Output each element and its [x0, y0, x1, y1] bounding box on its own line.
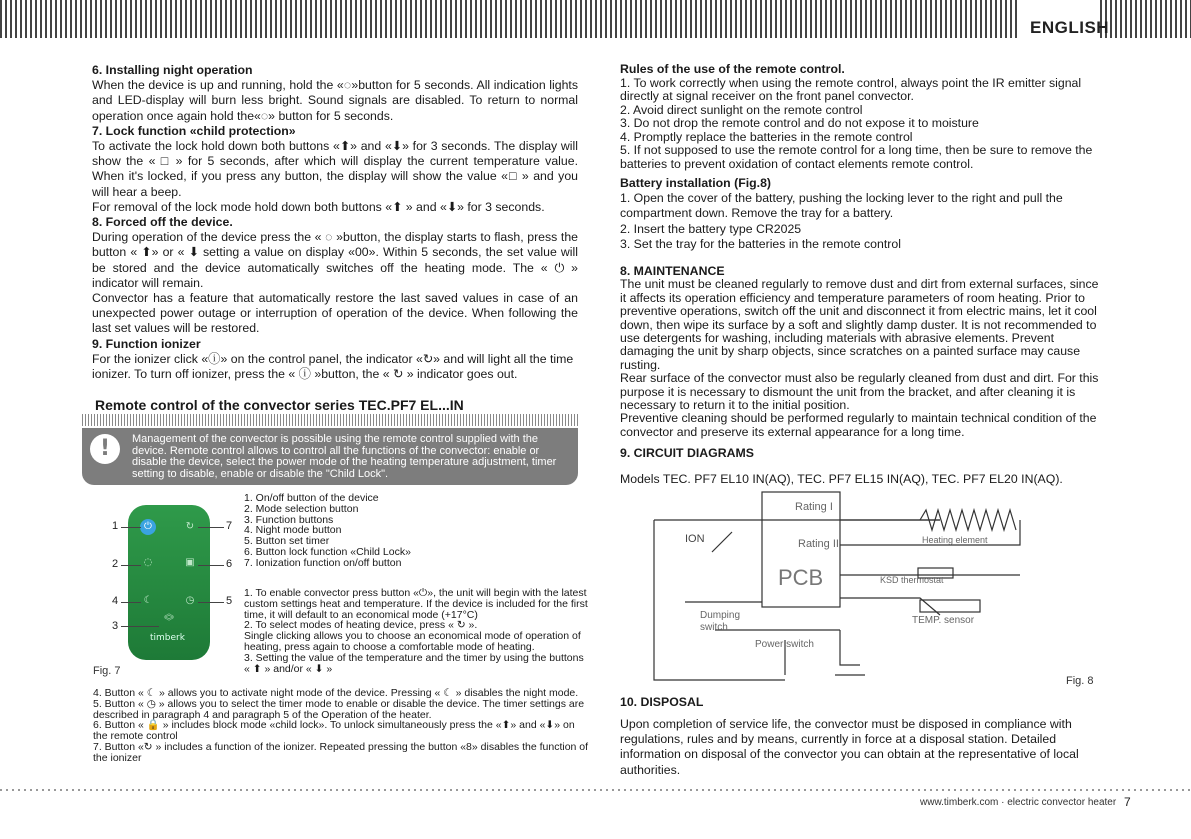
- rules-title: Rules of the use of the remote control.: [620, 62, 845, 76]
- maintenance-body-3: Preventive cleaning should be performed regularly to maintain technical condition of the convector and preserve its external appearance for a long time.: [620, 411, 1097, 439]
- ion-arrow: [712, 532, 732, 552]
- step-item: Single clicking allows you to choose an economical mode of operation of heating, press again to choose a comfortable mode of heating.: [244, 630, 581, 653]
- battery-block: [620, 176, 1105, 252]
- remote-control-title: Remote control of the convector series TEC.PF7 EL...IN: [95, 397, 464, 413]
- section-7-body: To activate the lock hold down both buttons «⬆» and «⬇» for 3 seconds. The display will show the « □ » for 5 seconds, after which will display the current temperature value. When it's locked, if you press any button, the display will show the value «□ » and you will hear a beep.: [92, 139, 578, 199]
- legend-item: 1. On/off button of the device: [244, 492, 379, 504]
- diagram-label: PCB: [778, 565, 824, 590]
- section-6-title: 6. Installing night operation: [92, 63, 253, 77]
- callout-2-line: [121, 565, 141, 566]
- maintenance-body: The unit must be cleaned regularly to remove dust and dirt from external surfaces, since it affects its operation efficiency and temperature parameters of room heating. Prior to preventive operations, switch off the unit and disconnect it from electric mains, let it cool down, then wipe its surface by a soft and slightly damp duster. It is not recommended to use detergents for washing, including materials with abrasive elements. Prevent damaging the unit by sharp objects, since scratches on a painted surface may cause rusting.: [620, 277, 1099, 372]
- legend-item: 2. Mode selection button: [244, 502, 359, 515]
- note-item: 7. Button «↻ » includes a function of the ionizer. Repeated pressing the button «8» disables the function of the ionizer: [93, 740, 589, 764]
- callout-4: 4: [112, 595, 119, 607]
- footer-divider: [0, 789, 1191, 791]
- maintenance-body-2: Rear surface of the convector must also be regularly cleaned from dust and dirt. For this purpose it is necessary to dismount the unit from the bracket, and after cleaning it is necessary to return it to the initial position.: [620, 371, 1099, 413]
- legend-item: 6. Button lock function «Child Lock»: [244, 545, 411, 558]
- callout-6: 6: [226, 558, 233, 570]
- section-6-body: When the device is up and running, hold the «◌»button for 5 seconds. All indication lights and LED-display will burn less bright. Sound signals are disabled. To return to normal operation once again hold the«◌» button for 5 seconds.: [92, 78, 578, 123]
- fig-7-caption: Fig. 7: [93, 665, 121, 677]
- header-stripe-right: [1100, 0, 1191, 38]
- callout-4-line: [121, 602, 141, 603]
- maintenance-title: 8. MAINTENANCE: [620, 264, 725, 278]
- step-item: 1. To enable convector press button «⏻», the unit will begin with the latest custom settings heat and temperature. If the device is included for the first time, it will default to an economical mode (+17°C): [244, 587, 588, 621]
- remote-bottom-notes: [93, 688, 589, 764]
- section-7-title: 7. Lock function «child protection»: [92, 123, 296, 138]
- heating-element: [920, 510, 1016, 530]
- circuit-diagram: [640, 490, 1100, 690]
- disposal-body: Upon completion of service life, the convector must be disposed in compliance with regulations, rules and by means, currently in force at a disposal station. Detailed information on disposal of the convector you can obtain at the representative of local authorities.: [620, 717, 1079, 777]
- fig-8-caption: Fig. 8: [1066, 675, 1094, 687]
- callout-3-line: [121, 626, 159, 627]
- notice-box: [82, 428, 578, 485]
- language-label: ENGLISH: [1030, 18, 1110, 37]
- diagram-label: ION: [685, 533, 705, 545]
- diagram-label: Rating II: [798, 538, 839, 550]
- callout-7-line: [198, 527, 224, 528]
- header-stripe: [0, 0, 1020, 38]
- mode-icon: ◌: [143, 557, 153, 568]
- remote-brand: timberk: [150, 633, 185, 643]
- timer-icon: ◷: [185, 595, 195, 606]
- step-item: 3. Setting the value of the temperature and the timer by using the buttons « ⬆ » and/or « ⬇ »: [244, 651, 584, 675]
- wire-ground: [840, 630, 860, 665]
- rule-item: 1. To work correctly when using the remote control, always point the IR emitter signal directly at signal receiver on the front panel convector.: [620, 75, 1082, 103]
- rule-item: 4. Promptly replace the batteries in the remote control: [620, 129, 913, 144]
- diagram-label: Dumping: [700, 610, 741, 621]
- rules-block: [620, 63, 1105, 171]
- diagram-label: Rating I: [795, 501, 833, 513]
- rule-item: 5. If not supposed to use the remote control for a long time, then be sure to remove the batteries to prevent oxidation of contact elements remote control.: [620, 143, 1093, 171]
- maintenance-block: [620, 265, 1105, 439]
- diagram-label: Heating element: [922, 535, 988, 545]
- footer-text: www.timberk.com · electric convector heater: [920, 797, 1117, 808]
- remote-legend: [244, 493, 584, 569]
- callout-1-line: [121, 527, 141, 528]
- callout-5-line: [198, 602, 224, 603]
- rule-item: 2. Avoid direct sunlight on the remote control: [620, 102, 863, 117]
- battery-item: 3. Set the tray for the batteries in the remote control: [620, 236, 901, 251]
- exclamation-icon: !: [90, 434, 120, 464]
- up-arrow-icon: ︽: [164, 609, 174, 620]
- night-icon: ☾: [143, 595, 153, 606]
- section-8-body-2: Convector has a feature that automatically restore the last saved values in case of an unexpected power outage or interruption of operation of the device. When following the last set values will be restored.: [92, 291, 578, 336]
- step-item: 2. To select modes of heating device, press « ↻ ».: [244, 619, 478, 632]
- note-item: 6. Button « 🔒 » includes block mode «child lock». To unlock simultaneously press the «⬆» and «⬇» on the remote control: [93, 719, 575, 743]
- battery-item: 2. Insert the battery type CR2025: [620, 221, 802, 236]
- battery-item: 1. Open the cover of the battery, pushing the locking lever to the right and pull the compartment down. Remove the tray for a battery.: [620, 191, 1063, 221]
- section-9-body: For the ionizer click «ⓘ» on the control panel, the indicator «↻» and will light all the time ionizer. To turn off ionizer, press the « ⓘ »button, the « ↻ » indicator goes out.: [92, 351, 574, 382]
- page-number: 7: [1124, 795, 1131, 809]
- section-9-title: 9. Function ionizer: [92, 336, 201, 351]
- power-icon: ⏻: [140, 519, 156, 535]
- section-8-title: 8. Forced off the device.: [92, 215, 233, 230]
- notice-text: Management of the convector is possible using the remote control supplied with the device. Remote control allows to control all the functions of the convector: enable or disable the device, select the power mode of the heating temperature adjustment, timer setting to disable, enable or disable the "Child Lock".: [132, 433, 557, 480]
- down-arrow-icon: ︾: [164, 617, 174, 628]
- section-7-body-2: For removal of the lock mode hold down both buttons «⬆ » and «⬇» for 3 seconds.: [92, 199, 545, 214]
- disposal-title: 10. DISPOSAL: [620, 695, 704, 709]
- legend-item: 3. Function buttons: [244, 513, 334, 526]
- callout-1: 1: [112, 520, 119, 532]
- lock-icon: ▣: [185, 557, 195, 568]
- note-item: 5. Button « ◷ » allows you to select the timer mode to enable or disable the device. The timer settings are described in paragraph 4 and paragraph 5 of the Operation of the heater.: [93, 697, 585, 721]
- battery-title: Battery installation (Fig.8): [620, 176, 771, 190]
- models-text: Models TEC. PF7 EL10 IN(AQ), TEC. PF7 EL15 IN(AQ), TEC. PF7 EL20 IN(AQ).: [620, 472, 1063, 486]
- diagram-label: Power switch: [755, 639, 814, 650]
- legend-item: 7. Ionization function on/off button: [244, 556, 402, 569]
- callout-3: 3: [112, 620, 119, 632]
- callout-2: 2: [112, 558, 119, 570]
- callout-5: 5: [226, 595, 233, 607]
- remote-control-image: [128, 505, 210, 660]
- diagram-label: TEMP. sensor: [912, 615, 975, 626]
- left-column-text: [92, 63, 578, 382]
- ionizer-icon: ↻: [185, 521, 195, 532]
- callout-6-line: [198, 565, 224, 566]
- circuit-title: 9. CIRCUIT DIAGRAMS: [620, 446, 754, 460]
- legend-item: 5. Button set timer: [244, 535, 330, 548]
- diagram-label: switch: [700, 622, 728, 633]
- note-item: 4. Button « ☾ » allows you to activate night mode of the device. Pressing « ☾ » disables the night mode.: [93, 687, 579, 699]
- remote-steps: [244, 588, 589, 674]
- title-underline-stripe: [82, 414, 578, 426]
- legend-item: 4. Night mode button: [244, 524, 342, 537]
- diagram-label: KSD thermostat: [880, 575, 944, 585]
- callout-7: 7: [226, 520, 233, 532]
- rule-item: 3. Do not drop the remote control and do not expose it to moisture: [620, 116, 979, 130]
- section-8-body: During operation of the device press the « ◌ »button, the display starts to flash, press the button « ⬆» or « ⬇ setting a value on display «00». Within 5 seconds, the set value will be stored and the device automatically switches off the heating mode. The « ⏻ » indicator will remain.: [92, 230, 578, 290]
